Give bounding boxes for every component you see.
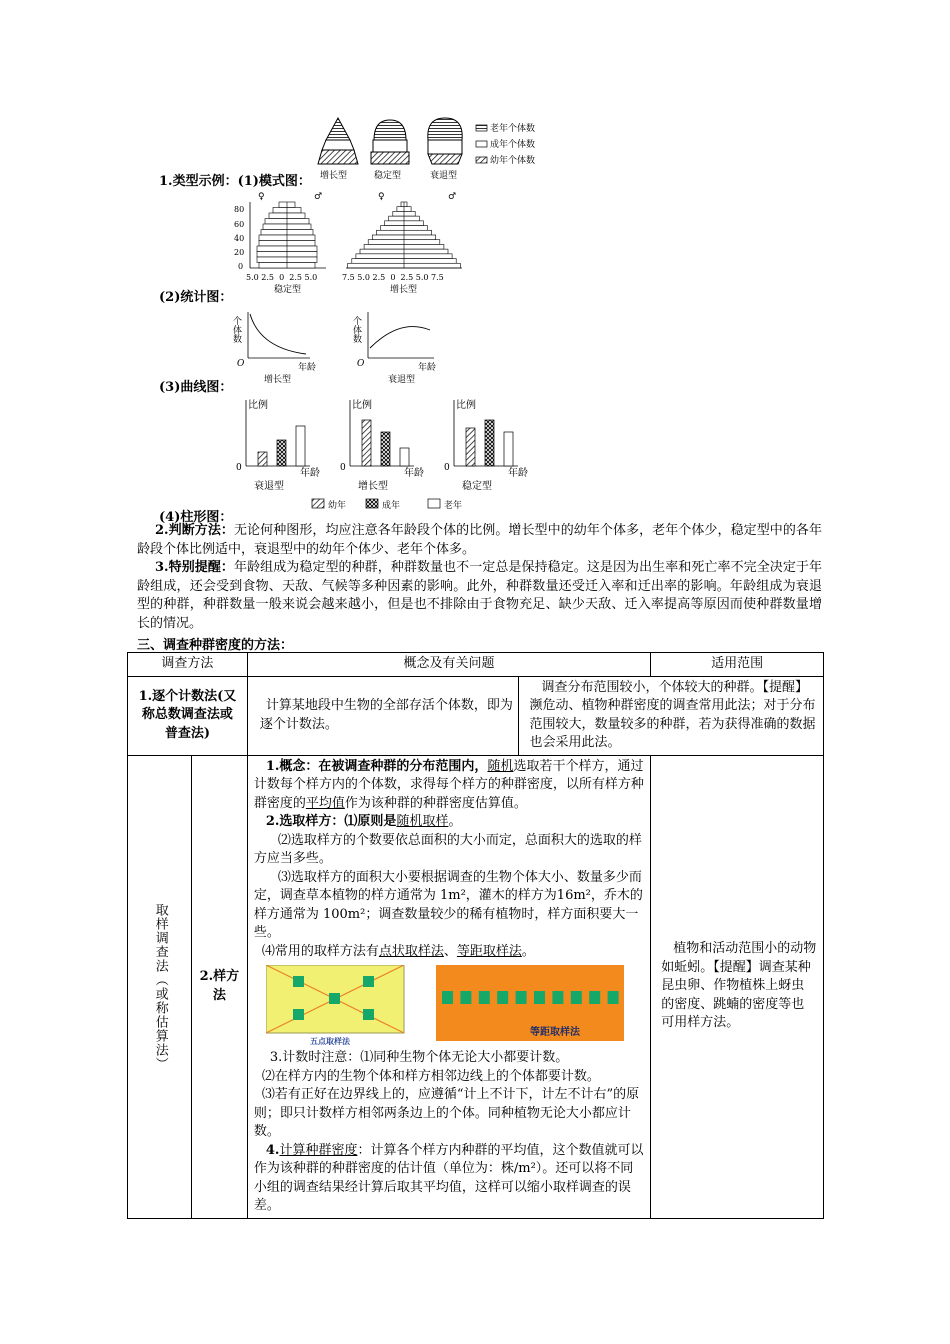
concept-definition [254,758,644,814]
pyramid-model-diagram [310,112,560,184]
header-scope: 适用范围 [651,653,824,677]
concept-definition-b: 选取若干个样方，通过计数每个样方内的个体数，求得每个样方的种群密度，以所有样方种群密度的 [253,758,644,811]
select-methods [254,943,644,962]
concept-random: 随机 [487,758,514,774]
bar-mark [381,432,390,466]
stat-label-stable: 稳定型 [274,285,302,295]
row2-method-outer-text: 取样调查法（或称估算法） [152,902,168,1071]
row1-concept: 计算某地段中生物的全部存活个体数，即为逐个计数法。 [247,676,519,755]
male-symbol-right: ♂ [448,192,457,202]
model-legend-old: 老年个体数 [490,124,536,134]
point-sampling: 点状取样法 [378,943,444,959]
density-calc [254,1142,644,1216]
section-heading-3: 三、调查种群密度的方法： [137,638,294,653]
equidistant-sample-square [479,991,490,1004]
bar-mark [362,420,371,466]
stat-y-tick: 20 [234,248,245,257]
section-title-statistic: (2)统计图： [159,290,233,305]
bar-mark [258,452,267,466]
stat-y-tick: 60 [234,220,245,229]
paragraph-judgment-lead: 2.判断方法： [155,523,234,538]
select-methods-a: ⑷常用的取样方法有 [261,943,379,959]
section-title-model: 1.类型示例：(1)模式图： [159,174,311,189]
header-concept: 概念及有关问题 [247,653,650,677]
concept-definition-c: 作为该种群的种群密度估算值。 [344,795,527,811]
bar-mark [277,440,286,466]
row2-method-inner: 2.样方法 [191,755,247,1218]
equidistant-sample-square [442,991,453,1004]
bar-legend-adult: 成年 [382,501,401,511]
equidistant-sample-square [607,991,618,1004]
paragraph-reminder-text: 年龄组成为稳定型的种群，种群数量也不一定总是保持稳定。这是因为出生率和死亡率不完全决定于年龄组成，还会受到食物、天敌、气候等多种因素的影响。此外，种群数量还受迁入率和迁出率的影响。年龄组成为衰退型的种群，种群数量一般来说会越来越小，但是也不排除由于食物充足、缺少天敌、迁入率提高等原因而使种群数量增长的情况。 [137,560,822,631]
female-symbol-left: ♀ [258,192,265,202]
curve-xlabel-left: 年龄 [298,363,317,373]
select-count: ⑵选取样方的个数要依总面积的大小而定，总面积大的选取的样方应当多些。 [253,832,642,866]
bar-xlabel: 年龄 [508,468,528,479]
stat-label-growth: 增长型 [390,285,418,295]
select-methods-end: 。 [521,943,535,959]
male-symbol-left: ♂ [314,192,323,202]
model-legend-adult: 成年个体数 [490,140,536,150]
section-title-curve: (3)曲线图： [159,380,233,395]
equidistant-sample-square [552,991,563,1004]
bar-mark [296,426,305,466]
select-principle [254,813,644,832]
row2-concept [247,755,650,1218]
paragraph-reminder [137,559,822,633]
model-legend-young: 幼年个体数 [490,156,536,166]
bar-xlabel: 年龄 [300,468,320,479]
row2-method-outer [128,755,192,1218]
row1-scope: 调查分布范围较小，个体较大的种群。【提醒】濒危动、植物种群密度的调查常用此法；对于分布范围较大，数量较多的种群，若为获得准确的数据也会采用此法。 [519,676,824,755]
equidistant-sample-square [515,991,526,1004]
equidistant-sample-square [571,991,582,1004]
select-random-sampling: 随机取样 [396,814,449,829]
curve-label-decline: 衰退型 [388,375,416,385]
model-label-stable: 稳定型 [374,171,402,181]
equidistant-sample-square [589,991,600,1004]
model-label-growth: 增长型 [320,171,348,181]
curve-origin-left: O [237,359,245,369]
sampling-images [254,961,644,1049]
section-title-bar: (4)柱形图： [159,510,233,525]
row1-method: 1.逐个计数法(又称总数调查法或普查法) [128,676,248,755]
select-principle-b: 。 [448,814,462,829]
count-note-1: 3.计数时注意：⑴同种生物个体无论大小都要计数。 [269,1050,569,1065]
stat-right-x-ticks: 7.5 5.0 2.5 0 2.5 5.0 7.5 [342,273,444,282]
equidistant-sampling: 等距取样法 [456,943,522,959]
paragraph-judgment [137,522,822,559]
female-symbol-right: ♀ [378,192,385,202]
bar-ylabel: 比例 [352,400,372,411]
equidistant-sample-square [460,991,471,1004]
bar-mark [485,420,494,466]
curve-ylabel-right: 个体数 [351,316,361,343]
stat-y-tick: 40 [234,234,245,243]
density-calc-a: 4. [265,1142,280,1158]
equidistant-sampling-image [436,965,626,1043]
bar-mark [400,448,409,466]
concept-average: 平均值 [305,795,345,811]
bar-origin: 0 [444,463,450,473]
bar-legend [312,499,462,511]
curve-xlabel-right: 年龄 [418,363,437,373]
model-label-decline: 衰退型 [430,171,458,181]
bar-origin: 0 [236,463,242,473]
curve-chart-decline [351,312,436,385]
count-note-2: ⑵在样方内的生物个体和样方相邻边线上的个体都要计数。 [261,1068,600,1084]
bar-xlabel: 年龄 [404,468,424,479]
bar-mark [504,432,513,466]
curve-ylabel-left: 个体数 [231,316,241,343]
bar-mark [466,428,475,466]
equidistant-sample-square [497,991,508,1004]
five-point-sampling-image [266,965,406,1047]
stat-left-x-ticks: 5.0 2.5 0 2.5 5.0 [246,273,318,282]
equidistant-caption: 等距取样法 [529,1027,580,1038]
select-area: ⑶选取样方的面积大小要根据调查的生物个体大小、数量多少而定，调查草本植物的样方通常为 1m²，灌木的样方为16m²，乔木的样方通常为 100m²；调查数量较少的稀有植物时，样方面积要大一些。 [253,869,643,940]
bar-ylabel: 比例 [248,400,268,411]
paragraph-judgment-text: 无论何种图形，均应注意各年龄段个体的比例。增长型中的幼年个体多，老年个体少，稳定型中的各年龄段个体比例适中，衰退型中的幼年个体少、老年个体多。 [137,523,822,557]
paragraph-reminder-lead: 3.特别提醒： [155,560,234,575]
curve-origin-right: O [357,359,365,369]
density-calc-title: 计算种群密度 [279,1142,358,1158]
stat-y-tick: 80 [234,205,245,214]
equidistant-sample-square [534,991,545,1004]
density-calc-b: ：计算各个样方内种群的平均值，这个数值就可以作为该种群的种群密度的估计值（单位为：株/m²）。还可以将不同小组的调查结果经计算后取其平均值，这样可以缩小取样调查的误差。 [253,1142,644,1213]
bar-ylabel: 比例 [456,400,476,411]
method-table [127,652,824,1219]
curve-chart-growth [231,312,316,385]
bar-chart-label: 稳定型 [462,481,492,492]
count-note-3: ⑶若有正好在边界线上的，应遵循“计上不计下，计左不计右”的原则；即只计数样方相邻两条边上的个体。同种植物无论大小都应计数。 [253,1087,640,1139]
stat-y-tick: 0 [238,262,244,271]
select-principle-a: 2.选取样方：⑴原则是 [265,814,397,829]
bar-legend-old: 老年 [444,501,463,511]
select-methods-sep: 、 [443,943,457,959]
concept-definition-a: 1.概念：在被调查种群的分布范围内， [265,758,488,774]
bar-chart [230,396,540,514]
statistic-pyramid-chart [230,188,475,296]
bar-legend-young: 幼年 [328,501,347,511]
row2-scope: 植物和活动范围小的动物如蚯蚓。【提醒】调查某种昆虫卵、作物植株上蚜虫的密度、跳蝻的密度等也可用样方法。 [651,755,824,1218]
header-method: 调查方法 [128,653,248,677]
bar-chart-label: 衰退型 [254,481,284,492]
five-point-caption: 五点取样法 [309,1036,350,1046]
curve-label-growth: 增长型 [264,375,292,385]
bar-origin: 0 [340,463,346,473]
curve-chart [230,308,445,388]
bar-chart-label: 增长型 [358,481,388,492]
